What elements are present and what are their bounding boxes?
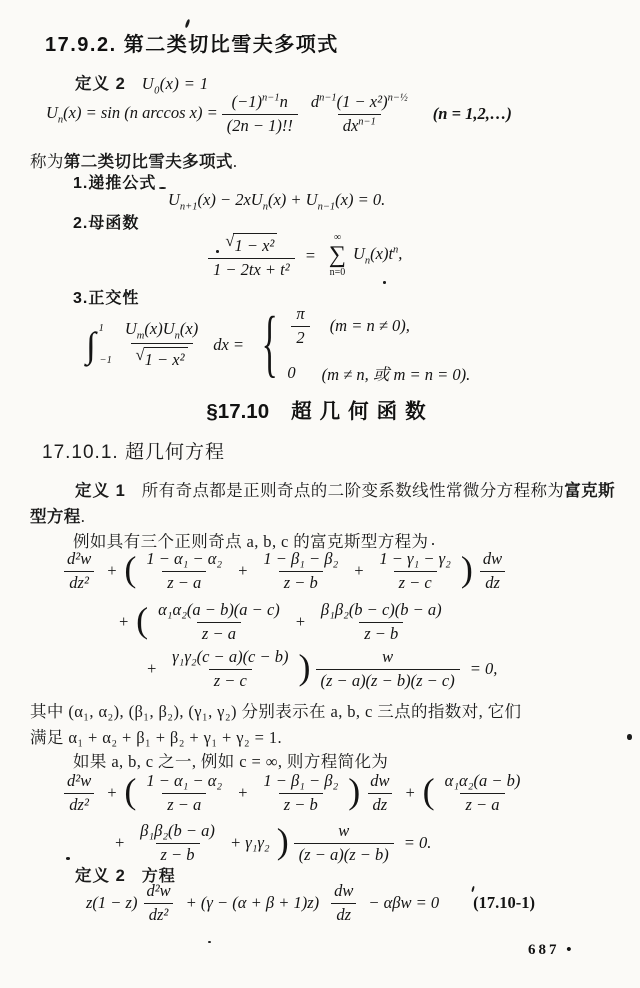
sum-lower-limit: n=0 (329, 267, 346, 279)
superscript: n−1 (358, 116, 376, 128)
left-paren: ( (124, 548, 137, 589)
scan-speck (66, 857, 70, 860)
right-paren: ) (348, 770, 361, 811)
plus-operator: + (237, 561, 249, 581)
plain-text: 所有奇点都是正则奇点的二阶变系数线性常微分方程称为 (141, 481, 565, 500)
plain-text: 称为 (30, 152, 64, 171)
fraction-denominator: 2 (291, 326, 309, 349)
formula-orthogonality (86, 300, 471, 385)
fraction-denominator: dz (331, 903, 356, 926)
math-text: U (168, 190, 180, 209)
page-number: 687 • (528, 942, 575, 958)
fraction-numerator: w (338, 821, 350, 840)
definition-1-line-1 (75, 477, 615, 501)
fraction-numerator: π (296, 304, 305, 323)
plus-operator: + (118, 612, 130, 632)
fraction-denominator: z − c (394, 571, 437, 594)
fraction-numerator: α₁α₂(a − b)(a − c) (158, 600, 280, 619)
radical (135, 344, 188, 371)
fraction (365, 771, 394, 815)
subscript: n (364, 255, 371, 267)
bold-term: 富克斯 (564, 482, 615, 500)
case-condition: (m = n ≠ 0), (329, 316, 410, 336)
case-row (287, 361, 470, 385)
fraction (258, 549, 343, 593)
fraction (306, 92, 413, 136)
fraction (291, 304, 309, 348)
fraction-numerator: dw (482, 549, 503, 568)
definition-label: 定义 1 (75, 482, 126, 500)
right-paren: ) (298, 646, 311, 687)
fraction-numerator: d²w (146, 881, 171, 900)
scan-speck (159, 187, 166, 189)
fraction-numerator: dw (334, 881, 354, 900)
summation (329, 233, 346, 278)
plus-operator: + (294, 612, 306, 632)
scan-speck (627, 734, 632, 740)
case-value: 0 (287, 363, 296, 383)
math-text: (x) (179, 318, 199, 338)
fraction-numerator: α₁α₂(a − b) (444, 771, 521, 790)
fraction-numerator: 1 − β₁ − β₂ (263, 771, 339, 790)
superscript: n−1 (319, 92, 337, 104)
equals-zero: − αβw = 0 (368, 893, 440, 913)
fraction (374, 549, 456, 593)
subscript: m (136, 330, 145, 342)
integral (86, 322, 112, 366)
fraction-denominator: dz² (64, 571, 94, 594)
math-text: , (398, 244, 403, 264)
fraction (141, 771, 227, 815)
superscript: n−1 (262, 92, 280, 104)
subscript: n (57, 114, 64, 126)
subscript: n+1 (179, 201, 198, 213)
fraction-numerator (227, 92, 293, 114)
math-text: (x) + U (267, 190, 318, 209)
fraction-numerator: 1 − α₁ − α₂ (146, 549, 223, 568)
math-text: 1 − 2tx + t² (213, 259, 290, 279)
math-text: z(1 − z) (86, 893, 138, 913)
fraction-denominator: dz (480, 571, 505, 594)
fraction (440, 771, 526, 815)
math-text: (1 − x²) (336, 92, 388, 111)
radical (225, 233, 277, 257)
scan-speck (216, 250, 219, 253)
plus-operator: + (106, 783, 118, 803)
fraction (329, 881, 358, 925)
subscript: n (262, 201, 268, 213)
fraction (316, 600, 447, 644)
formula-generating-function (204, 231, 402, 280)
fraction (258, 771, 343, 815)
fraction-denominator: z − b (279, 571, 323, 594)
subscript: 0 (154, 85, 160, 97)
math-text: (2n − 1)!! (226, 115, 293, 135)
equals-zero: = 0, (469, 659, 498, 679)
equals-operator: = (304, 245, 316, 265)
fraction-denominator (222, 114, 298, 137)
fraction (222, 92, 298, 136)
bold-term: 第二类切比雪夫多项式 (63, 153, 233, 171)
fraction (120, 319, 203, 370)
left-paren: ( (136, 599, 149, 640)
scan-speck (432, 543, 434, 545)
u0-formula (141, 74, 209, 97)
math-text: (−1) (231, 92, 263, 111)
fraction-denominator: dz (368, 793, 393, 816)
section-heading-17-10 (0, 394, 640, 424)
item-recurrence-label: 1.递推公式 (73, 175, 157, 192)
fraction (141, 881, 175, 925)
superscript: n (393, 244, 399, 256)
equation-number: (17.10-1) (473, 893, 536, 913)
fraction-numerator: β₁β₂(b − a) (140, 821, 215, 840)
fraction-numerator: d²w (67, 549, 92, 568)
definition-label: 定义 2 (75, 867, 126, 885)
fraction-denominator (338, 114, 381, 137)
fraction (153, 600, 285, 644)
plus-operator: + (146, 659, 158, 679)
fraction (294, 821, 394, 865)
plus-operator: + (353, 561, 365, 581)
fraction (208, 231, 295, 280)
middle-term: + (γ − (α + β + 1)z) (185, 893, 320, 913)
formula-un-definition (46, 92, 512, 136)
cases-brace: { (261, 300, 278, 385)
fraction-denominator: z − b (156, 843, 200, 866)
math-text: n (279, 92, 288, 111)
math-text: U (352, 244, 365, 264)
if-line: 如果 a, b, c 之一, 例如 c = ∞, 则方程简化为 (73, 752, 389, 771)
fraction (62, 771, 96, 815)
right-paren: ) (276, 820, 289, 861)
recurrence-body (168, 190, 385, 213)
scan-speck (208, 941, 211, 943)
example-line: 例如具有三个正则奇点 a, b, c 的富克斯型方程为 (73, 532, 429, 551)
fraction-denominator (131, 343, 193, 371)
fraction (135, 821, 220, 865)
left-paren: ( (422, 770, 435, 811)
fraction-numerator: 1 − γ₁ − γ₂ (379, 549, 451, 568)
fraction-denominator: z − c (209, 669, 252, 692)
radical-sign: √ (135, 344, 145, 364)
subscript: n−1 (317, 201, 336, 213)
plain-text: . (232, 152, 238, 171)
left-paren: ( (124, 770, 137, 811)
definition-1-line-2 (30, 503, 85, 527)
math-text: (x) = 0. (335, 190, 386, 209)
sum-term (353, 244, 402, 267)
integral-upper-limit: 1 (98, 322, 104, 334)
un-lhs (46, 103, 218, 126)
fraction-denominator: z − a (197, 622, 241, 645)
radicand: 1 − x² (233, 233, 277, 257)
fraction (141, 549, 227, 593)
section-heading-17-9-2: 17.9.2. 第二类切比雪夫多项式 (45, 34, 339, 56)
plain-text: . (80, 507, 86, 526)
fraction-numerator: 1 − α₁ − α₂ (146, 771, 223, 790)
math-text: (x) = 1 (159, 74, 209, 93)
math-text: (x)t (370, 244, 394, 264)
item-orthogonality-label: 3.正交性 (73, 290, 140, 307)
integral-lower-limit: −1 (99, 354, 112, 366)
fuchs-equation-line-2 (112, 600, 451, 644)
fraction-numerator (120, 319, 203, 343)
plus-operator: + (237, 783, 249, 803)
fraction-denominator: z − b (359, 622, 403, 645)
fraction-denominator: dz² (144, 903, 174, 926)
section-number: §17.10 (206, 400, 270, 423)
math-text: (x) − 2xU (197, 190, 263, 209)
n-range-condition: (n = 1,2,…) (432, 104, 512, 124)
equals-zero: = 0. (403, 833, 432, 853)
fraction (316, 647, 460, 691)
radicand: 1 − x² (144, 347, 188, 371)
plus-operator: + (114, 833, 126, 853)
plus-operator: + (106, 561, 118, 581)
plus-operator: + (404, 783, 416, 803)
fraction-numerator (306, 92, 413, 114)
math-text: (x)U (144, 318, 175, 338)
simplified-equation-line-1 (58, 771, 529, 815)
radical-sign: √ (225, 231, 235, 250)
right-paren: ) (460, 548, 473, 589)
math-text: d (310, 92, 320, 111)
fraction-denominator: z − a (162, 793, 206, 816)
superscript: n−½ (387, 92, 408, 104)
fraction-denominator: (z − a)(z − b)(z − c) (316, 669, 460, 692)
fraction-denominator (208, 258, 295, 281)
fraction-denominator: z − b (279, 793, 323, 816)
fraction-numerator: dw (370, 771, 390, 790)
fraction-numerator: d²w (67, 771, 92, 790)
fraction-numerator: β₁β₂(b − c)(b − a) (320, 600, 442, 619)
sum-upper-limit: ∞ (333, 232, 341, 244)
subscript: n (174, 330, 180, 342)
fraction-denominator: z − a (162, 571, 206, 594)
hypergeometric-equation (86, 881, 535, 925)
case-row (287, 304, 470, 348)
fraction (478, 549, 507, 593)
dx-equals: dx = (213, 334, 245, 354)
sigma-sign: ∑ (328, 242, 346, 269)
fraction-denominator: dz² (64, 793, 94, 816)
fraction-numerator (220, 231, 282, 258)
cases-column (287, 304, 470, 385)
math-text: U (124, 318, 137, 338)
subsection-heading-17-10-1: 17.10.1. 超几何方程 (42, 442, 225, 463)
fraction (62, 549, 96, 593)
scan-speck (383, 281, 386, 284)
fraction (167, 647, 293, 691)
gamma-term: + γ₁γ₂ (229, 833, 270, 853)
math-text: dx (342, 115, 359, 135)
fuchs-equation-line-3 (140, 647, 503, 691)
fuchs-equation-line-1 (58, 549, 511, 593)
equation-word: 方程 (141, 868, 176, 885)
fraction-numerator: 1 − β₁ − β₂ (263, 549, 339, 568)
fraction-denominator: z − a (460, 793, 504, 816)
bold-term: 型方程 (30, 508, 81, 526)
definition-label: 定义 2 (75, 75, 126, 93)
math-text: U (141, 74, 155, 93)
case-condition: (m ≠ n, 或 m = n = 0). (321, 365, 471, 385)
section-title: 超几何函数 (291, 400, 434, 423)
item-generating-function-label: 2.母函数 (73, 215, 140, 232)
scan-speck (185, 19, 191, 28)
fraction-numerator: γ₁γ₂(c − a)(c − b) (172, 647, 289, 666)
called-line (30, 148, 237, 172)
where-line: 其中 (α₁, α₂), (β₁, β₂), (γ₁, γ₂) 分别表示在 a, b, c 三点的指数对, 它们 (30, 702, 522, 721)
math-text: U (46, 102, 58, 122)
simplified-equation-line-2 (108, 821, 437, 865)
formula-recurrence (168, 190, 385, 213)
math-text: (x) = sin (n arccos x) = (63, 102, 218, 122)
satisfy-line: 满足 α₁ + α₂ + β₁ + β₂ + γ₁ + γ₂ = 1. (30, 728, 283, 747)
fraction-denominator: (z − a)(z − b) (294, 843, 394, 866)
fraction-numerator: w (382, 647, 394, 666)
integral-sign: ∫ (86, 324, 96, 365)
